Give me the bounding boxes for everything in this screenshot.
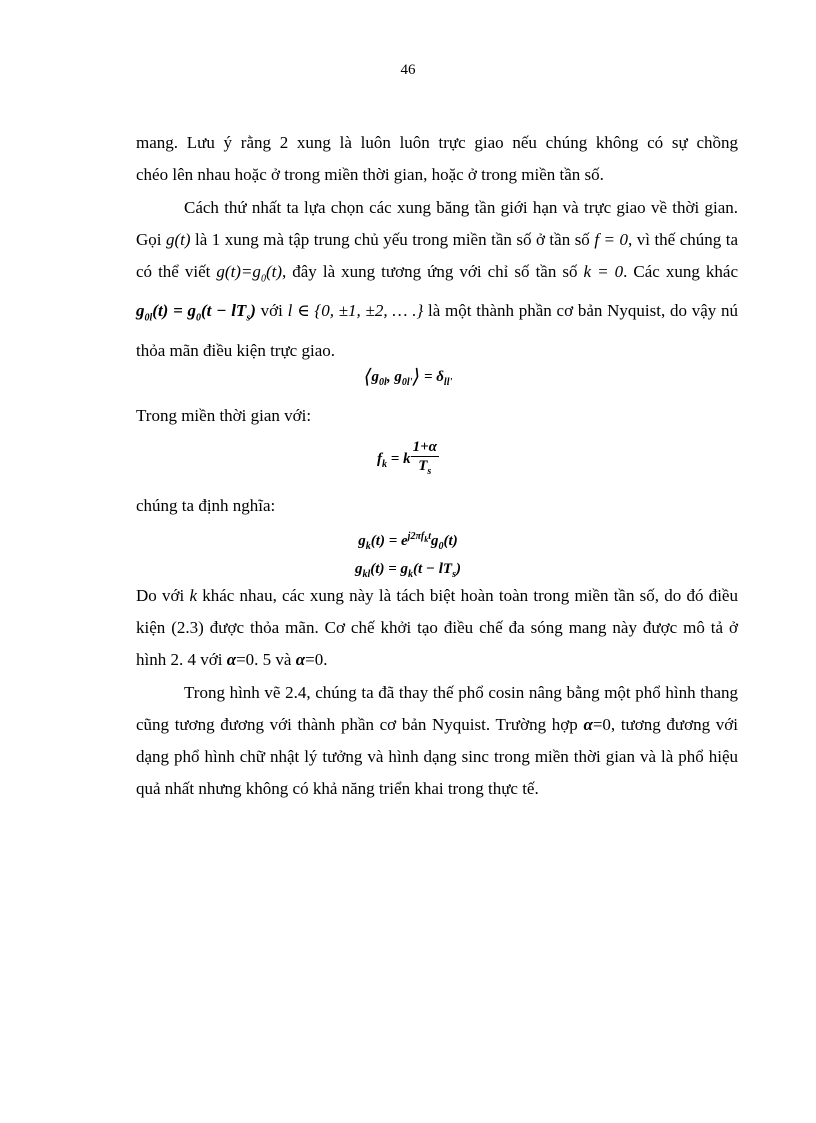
- math-part: g: [371, 369, 380, 385]
- equation-inner-product: [0, 364, 816, 389]
- paragraph-5: [136, 580, 738, 676]
- math-sub: 0l': [401, 377, 413, 388]
- equation-fk: [0, 438, 816, 481]
- text: Cách thứ nhất ta lựa chọn các xung băng tần giới hạn và trực giao về thời gian. Gọi: [136, 198, 738, 249]
- math-part: g: [136, 301, 145, 321]
- math-part: (t) = g: [152, 301, 197, 321]
- paragraph-2: [136, 192, 738, 367]
- math-part: g: [358, 533, 366, 549]
- paragraph-1: [136, 127, 738, 191]
- math-part: j2πf: [407, 531, 425, 542]
- math-sub: 0: [196, 312, 202, 324]
- denominator: [411, 457, 439, 481]
- math-sub: s: [427, 466, 432, 477]
- text: , đây là xung tương ứng với chỉ số tần số: [281, 262, 584, 281]
- numerator: 1+α: [412, 439, 437, 455]
- math-part: (t): [443, 533, 458, 549]
- text: là 1 xung mà tập trung chủ yếu trong miền tần số ở tần số: [190, 230, 595, 249]
- math-part: (t) = e: [370, 533, 408, 549]
- math-sub: s: [246, 312, 251, 324]
- equation-gk: [0, 526, 816, 586]
- math-part: ): [456, 561, 461, 577]
- paragraph-6: [136, 677, 738, 805]
- paragraph-1-line-2: chéo lên nhau hoặc ở trong miền thời gian, hoặc ở trong miền tần số.: [136, 165, 604, 184]
- math-l-set: l ∈ {0, ±1, ±2, … .}: [287, 301, 424, 321]
- math-part: g(t)=g: [216, 262, 261, 281]
- text: Trong hình vẽ 2.4, chúng ta đã thay thế phổ cosin nâng bằng một phổ hình thang cũng tương đương với thành phần cơ bản Nyquist. Trường hợp: [136, 683, 738, 734]
- math-sub: s: [452, 569, 456, 580]
- math-sub: 0l: [144, 312, 153, 324]
- text: . Các xung khác: [623, 262, 738, 281]
- math-part: = k: [387, 450, 411, 467]
- equation-gk-line-1: [0, 526, 816, 558]
- math-part: (t) = g: [370, 561, 408, 577]
- math-sub: k: [365, 541, 371, 552]
- math-f-zero: f = 0: [594, 230, 628, 249]
- math-part: T: [418, 458, 428, 474]
- math-alpha: α: [226, 650, 237, 669]
- math-sub: 0: [260, 273, 266, 285]
- text: Do với: [136, 586, 190, 605]
- math-sub: kl: [362, 569, 371, 580]
- math-sub: k: [408, 569, 413, 580]
- math-alpha: α: [583, 715, 593, 734]
- fraction: [411, 438, 439, 481]
- math-g-eq: [216, 262, 282, 285]
- math-part: g: [355, 561, 363, 577]
- math-part: (t − lT: [413, 561, 453, 577]
- math-g0l: [136, 301, 256, 324]
- math-part: ): [250, 301, 256, 321]
- math-part: = δ: [420, 369, 444, 385]
- page-number: 46: [400, 62, 416, 78]
- math-part: (t): [265, 262, 282, 281]
- math-part: (t − lT: [201, 301, 247, 321]
- text: là một thành phần cơ bản Nyquist, do vậy nú thỏa mãn điều kiện trực giao.: [136, 301, 739, 360]
- math-sub: k: [424, 535, 429, 544]
- math-part: , g: [386, 369, 402, 385]
- math-alpha: α: [295, 650, 306, 669]
- math-part: t: [428, 531, 432, 542]
- math-sub: 0: [438, 541, 444, 552]
- text: , vì thế chúng ta có thể viết: [136, 230, 739, 281]
- text: =0, tương đương với dạng phổ hình chữ nhật lý tưởng và hình dạng sinc trong miền thời gian và là phổ hiệu quả nhất nhưng không có khả năng triển khai trong thực tế.: [136, 715, 738, 798]
- paragraph-3: Trong miền thời gian với:: [136, 406, 312, 425]
- math-sub: k: [382, 458, 388, 470]
- math-sup: [408, 531, 431, 542]
- math-part: f: [377, 450, 383, 467]
- paragraph-1-line-1: mang. Lưu ý rằng 2 xung là luôn luôn trực giao nếu chúng không có sự chồng: [136, 133, 738, 152]
- math-k-zero: k = 0: [583, 262, 624, 281]
- paragraph-4: chúng ta định nghĩa:: [136, 496, 276, 515]
- right-angle: ⟩: [412, 366, 421, 388]
- text: khác nhau, các xung này là tách biệt hoàn toàn trong miền tần số, do đó điều kiện (2.3) được thỏa mãn. Cơ chế khởi tạo điều chế đa sóng mang này được mô tả ở hình 2. 4 với: [136, 586, 738, 669]
- text: =0.: [305, 650, 328, 669]
- math-sub: ll': [443, 377, 453, 388]
- math-k: k: [189, 586, 197, 605]
- math-part: g: [431, 533, 439, 549]
- math-g-t: g(t): [166, 230, 191, 249]
- left-angle: ⟨: [363, 366, 372, 388]
- text: với: [255, 301, 288, 321]
- text: =0. 5 và: [236, 650, 296, 669]
- math-sub: 0l: [379, 377, 387, 388]
